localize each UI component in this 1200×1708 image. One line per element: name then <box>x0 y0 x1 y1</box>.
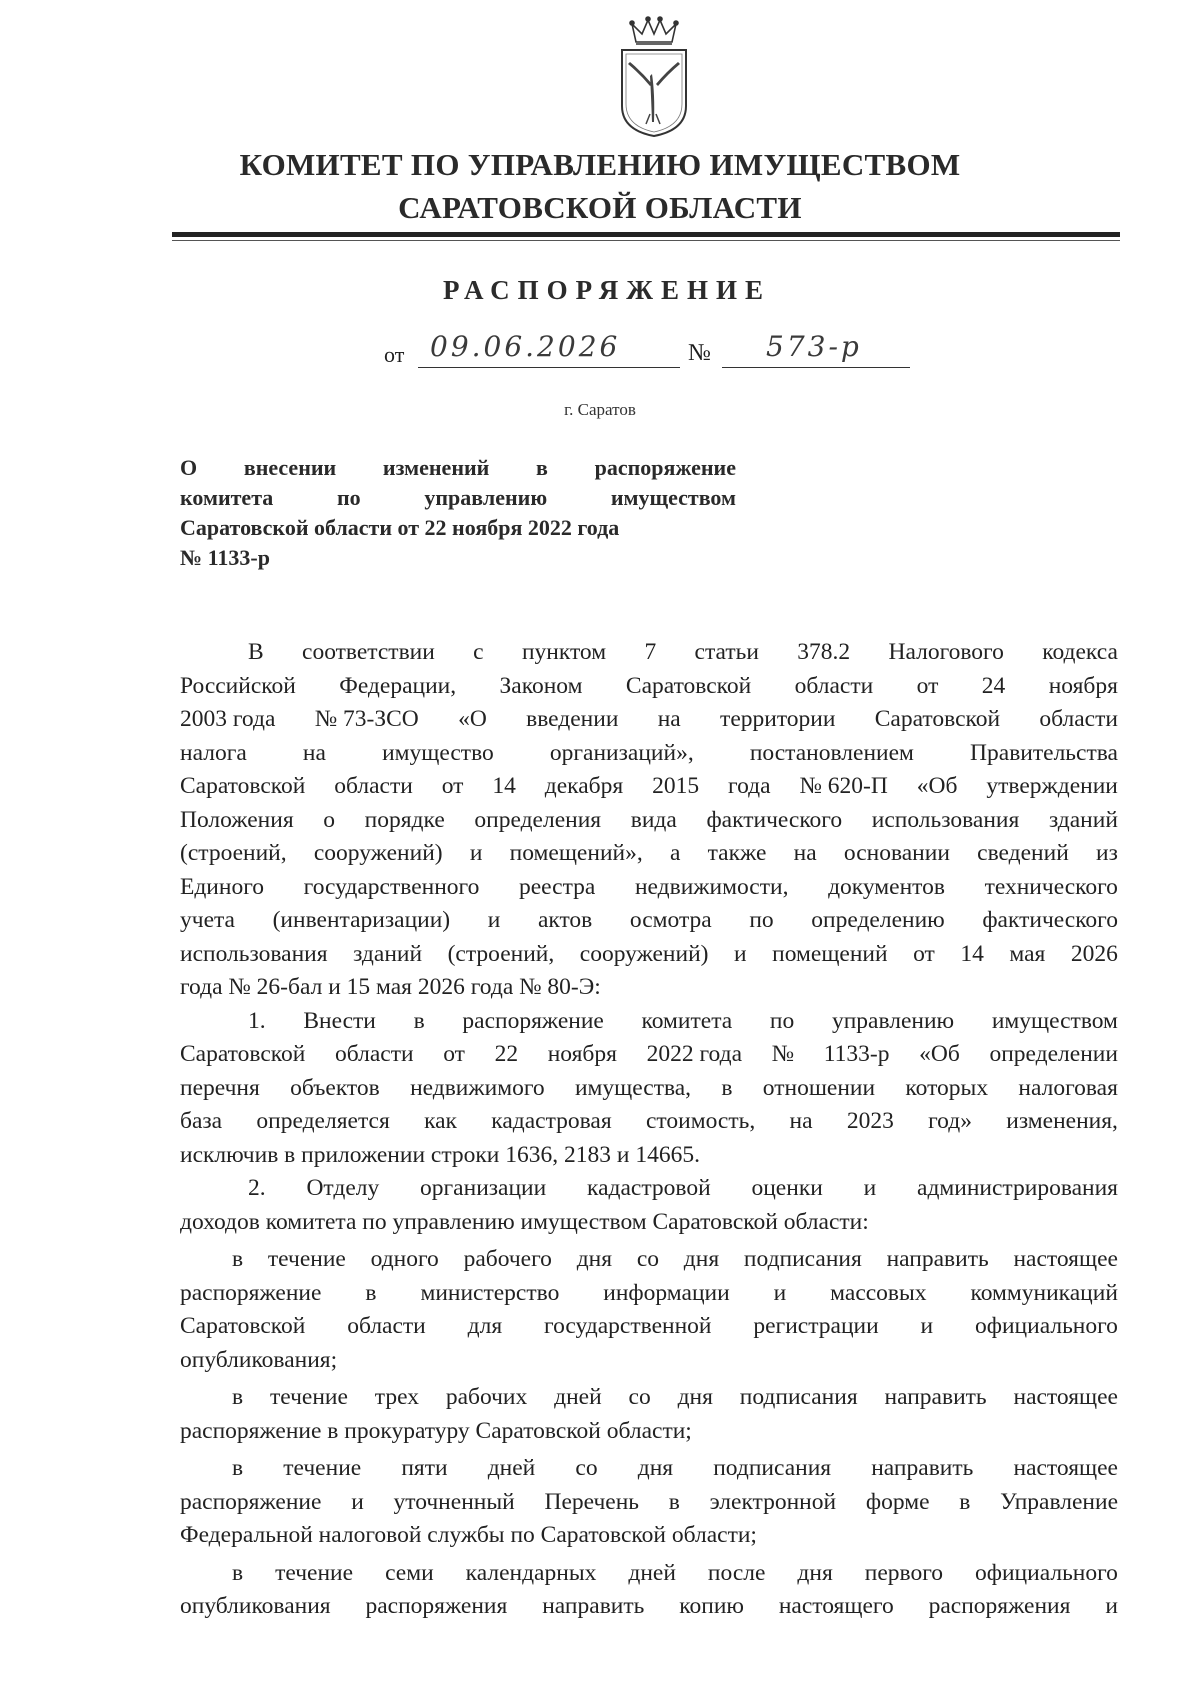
body-word: и <box>487 907 501 933</box>
body-line <box>180 1243 1118 1277</box>
body-word: со <box>575 1455 598 1481</box>
body-word: фактического <box>706 806 843 833</box>
body-word: дней <box>487 1455 536 1481</box>
body-word: в <box>721 1074 733 1101</box>
body-word: официального <box>975 1559 1118 1586</box>
body-word: осмотра <box>629 907 712 933</box>
body-word: сооружений) <box>579 940 709 967</box>
body-word: дня <box>576 1246 613 1272</box>
body-line <box>180 1486 1118 1520</box>
body-word: течение <box>275 1559 354 1586</box>
body-line <box>180 1344 1118 1378</box>
body-word: и <box>469 840 483 866</box>
body-word: № 73-ЗСО <box>314 706 419 732</box>
body-word: 7 <box>644 639 657 665</box>
body-word: 2026 <box>1070 940 1118 967</box>
body-word: определяется <box>256 1108 390 1134</box>
body-word: по <box>769 1007 795 1034</box>
body-word: распоряжение <box>180 1488 322 1515</box>
number-prefix-label: № <box>688 340 711 366</box>
body-word: распоряжения <box>928 1593 1071 1619</box>
body-word: использования <box>871 806 1020 833</box>
body-word: ноября <box>1048 672 1118 699</box>
body-word: 1133-р <box>823 1041 890 1067</box>
body-line <box>180 1557 1118 1591</box>
body-word: по <box>749 907 774 933</box>
date-number-line <box>0 330 1200 380</box>
body-word: использования <box>180 940 328 967</box>
body-word: со <box>636 1246 660 1272</box>
body-word: стоимость, <box>645 1108 756 1134</box>
body-word: дня <box>677 1384 713 1410</box>
body-line <box>180 938 1118 972</box>
body-word: рабочего <box>463 1246 552 1272</box>
body-word: в <box>959 1488 971 1515</box>
body-word: фактического <box>982 907 1118 933</box>
subject-word: по <box>336 485 361 510</box>
subject-line <box>180 513 736 543</box>
body-word: дня <box>637 1455 674 1481</box>
body-word: распоряжения <box>365 1593 508 1619</box>
body-word: уточненный <box>393 1488 515 1515</box>
body-word: «Об <box>916 773 958 799</box>
body-word: направить <box>871 1455 974 1481</box>
body-word: (строений, <box>447 940 555 967</box>
body-word: Отделу <box>306 1175 380 1201</box>
body-word: на <box>793 840 817 866</box>
subject-word: имуществом <box>610 485 736 510</box>
body-word: Правительства <box>970 739 1118 766</box>
body-line <box>180 1005 1118 1039</box>
body-word: области <box>1039 706 1118 732</box>
organization-name-line2: САРАТОВСКОЙ ОБЛАСТИ <box>398 190 802 225</box>
body-line <box>180 770 1118 804</box>
body-word: зданий <box>353 940 423 967</box>
body-word: статьи <box>694 639 759 665</box>
body-word: 1. <box>248 1007 266 1034</box>
body-word: зданий <box>1048 806 1118 833</box>
body-word: коммуникаций <box>970 1279 1118 1306</box>
document-body <box>180 636 1118 1624</box>
body-word: кадастровая <box>491 1108 612 1134</box>
subject-word: комитета <box>180 485 274 510</box>
body-word: имуществом <box>991 1007 1118 1034</box>
body-word: кодекса <box>1042 639 1118 665</box>
body-word: и <box>734 940 747 967</box>
body-word: год» <box>928 1108 972 1134</box>
body-word: реестра <box>518 873 596 900</box>
body-word: Управление <box>1000 1488 1118 1515</box>
body-word: сведений <box>977 840 1069 866</box>
city-label: г. Саратов <box>564 400 636 419</box>
body-word: одного <box>370 1246 439 1272</box>
body-word: 14 <box>492 773 516 799</box>
body-word: в <box>413 1007 425 1034</box>
body-word: постановлением <box>749 739 914 766</box>
body-word: 2022 года <box>646 1041 742 1067</box>
body-word: о <box>323 806 336 833</box>
body-word: ноября <box>547 1041 617 1067</box>
body-word: перечня <box>180 1074 260 1101</box>
body-word: Законом <box>499 672 583 699</box>
body-word: области <box>334 773 413 799</box>
body-word: Внести <box>303 1007 376 1034</box>
body-word: регистрации <box>753 1313 879 1339</box>
body-line <box>180 1415 1118 1449</box>
body-word: от <box>913 940 935 967</box>
body-word: порядке <box>364 806 445 833</box>
body-word: администрирования <box>917 1175 1118 1201</box>
body-word: в <box>365 1279 377 1306</box>
body-word: комитета <box>641 1007 733 1034</box>
body-word: 378.2 <box>797 639 851 665</box>
body-word: в <box>668 1488 680 1515</box>
body-line <box>180 1452 1118 1486</box>
body-word: и <box>920 1313 934 1339</box>
body-word: Федерации, <box>339 672 457 699</box>
body-word: соответствии <box>302 639 435 665</box>
body-word: исключив в приложении строки 1636, 2183 и 14665. <box>180 1141 700 1168</box>
body-word: «О <box>458 706 487 732</box>
body-word: помещений», <box>509 840 643 866</box>
body-line <box>180 636 1118 670</box>
body-word: Саратовской <box>874 706 1001 732</box>
body-word: на <box>789 1108 813 1134</box>
body-word: 22 <box>494 1041 519 1067</box>
body-word: как <box>424 1108 457 1134</box>
body-word: государственной <box>544 1313 712 1339</box>
document-subject <box>180 453 736 573</box>
subject-word: изменений <box>382 455 490 480</box>
body-word: массовых <box>830 1279 927 1306</box>
header-divider-thick <box>172 232 1120 237</box>
body-word: распоряжение в прокуратуру Саратовской области; <box>180 1417 692 1444</box>
body-word: направить <box>884 1384 987 1410</box>
body-word: вида <box>630 806 677 833</box>
subject-line <box>180 543 736 573</box>
body-word: подписания <box>739 1384 858 1410</box>
body-word: оценки <box>751 1175 823 1201</box>
body-word: опубликования; <box>180 1346 338 1373</box>
body-word: определения <box>474 806 602 833</box>
body-word: Саратовской <box>180 1041 306 1067</box>
body-word: от <box>916 672 939 699</box>
body-word: Саратовской <box>180 1313 306 1339</box>
body-word: трех <box>374 1384 419 1410</box>
body-word: со <box>628 1384 651 1410</box>
body-word: дней <box>628 1559 676 1586</box>
body-word: распоряжение <box>462 1007 604 1034</box>
body-word: рабочих <box>445 1384 528 1410</box>
body-word: В <box>248 639 264 665</box>
body-word: основании <box>843 840 950 866</box>
body-word: распоряжение <box>180 1279 322 1306</box>
body-word: настоящее <box>1013 1246 1118 1272</box>
body-word: изменения, <box>1006 1108 1118 1134</box>
body-word: копию <box>679 1593 744 1619</box>
body-word: с <box>473 639 484 665</box>
body-word: налога <box>180 739 247 766</box>
body-word: помещений <box>772 940 888 967</box>
body-word: управлению <box>831 1007 955 1034</box>
body-word: направить <box>886 1246 989 1272</box>
body-word: организации <box>420 1175 547 1201</box>
coat-of-arms-emblem <box>614 14 694 138</box>
body-word: на <box>657 706 681 732</box>
body-word: после <box>707 1559 766 1586</box>
subject-line <box>180 453 736 483</box>
body-word: 24 <box>981 672 1006 699</box>
body-word: и <box>351 1488 364 1515</box>
date-prefix-label: от <box>384 342 405 367</box>
body-word: определении <box>989 1041 1118 1067</box>
body-line <box>180 1172 1118 1206</box>
body-word: определению <box>811 907 945 933</box>
body-word: Налогового <box>888 639 1004 665</box>
body-word: Федеральной налоговой службы по Саратовской области; <box>180 1522 757 1548</box>
body-line <box>180 804 1118 838</box>
body-word: на <box>302 739 326 766</box>
body-word: министерство <box>420 1279 560 1306</box>
body-word: области <box>334 1041 414 1067</box>
body-word: отношении <box>762 1074 876 1101</box>
body-word: (строений, <box>180 840 287 866</box>
body-word: семи <box>385 1559 434 1586</box>
body-line <box>180 1310 1118 1344</box>
body-word: в <box>232 1559 244 1586</box>
body-word: также <box>707 840 767 866</box>
body-word: настоящее <box>1013 1455 1118 1481</box>
body-word: области <box>347 1313 426 1339</box>
body-word: области <box>794 672 874 699</box>
body-word: информации <box>603 1279 730 1306</box>
body-word: которых <box>905 1074 989 1101</box>
body-word: документов <box>828 873 945 900</box>
body-word: в <box>232 1455 244 1481</box>
body-word: мая <box>1009 940 1046 967</box>
body-word: опубликования <box>180 1593 331 1619</box>
body-word: (инвентаризации) <box>272 907 451 933</box>
body-word: имущество <box>382 739 494 766</box>
body-line <box>180 737 1118 771</box>
body-word: Российской <box>180 672 296 699</box>
body-word: доходов комитета по управлению имуществом Саратовской области: <box>180 1208 869 1235</box>
body-word: подписания <box>713 1455 832 1481</box>
body-word: течение <box>283 1455 362 1481</box>
body-word: база <box>180 1108 223 1134</box>
body-word: официального <box>975 1313 1118 1339</box>
subject-line <box>180 483 736 513</box>
body-word: Перечень <box>544 1488 640 1515</box>
body-word: недвижимости, <box>634 873 789 900</box>
body-word: из <box>1096 840 1118 866</box>
subject-word: распоряжение <box>594 455 736 480</box>
body-word: имущества, <box>574 1074 692 1101</box>
body-line <box>180 1381 1118 1415</box>
body-word: «Об <box>919 1041 960 1067</box>
organization-name-line1: КОМИТЕТ ПО УПРАВЛЕНИЮ ИМУЩЕСТВОМ <box>239 147 961 182</box>
body-line <box>180 1139 1118 1173</box>
body-word: течение <box>269 1384 348 1410</box>
body-line <box>180 971 1118 1005</box>
header-divider-thin <box>172 240 1120 241</box>
body-line <box>180 1206 1118 1240</box>
body-line <box>180 1105 1118 1139</box>
body-word: государственного <box>303 873 480 900</box>
body-word: № <box>771 1041 795 1067</box>
body-word: дня <box>797 1559 833 1586</box>
body-word: объектов <box>290 1074 380 1101</box>
body-line <box>180 703 1118 737</box>
subject-word: О <box>180 455 198 480</box>
handwritten-date: 09.06.2026 <box>418 330 680 368</box>
body-line <box>180 1277 1118 1311</box>
body-word: в <box>232 1246 244 1272</box>
body-word: форме <box>865 1488 930 1515</box>
body-word: технического <box>984 873 1118 900</box>
body-word: первого <box>864 1559 943 1586</box>
body-word: 14 <box>960 940 984 967</box>
subject-word: Саратовской области от 22 ноября 2022 года <box>180 515 620 540</box>
body-line <box>180 904 1118 938</box>
body-word: Саратовской <box>625 672 752 699</box>
body-line <box>180 871 1118 905</box>
body-word: настоящего <box>778 1593 894 1619</box>
body-word: 2. <box>248 1175 266 1201</box>
body-word: подписания <box>743 1246 862 1272</box>
subject-word: № 1133-р <box>180 545 270 570</box>
body-word: пяти <box>401 1455 448 1481</box>
body-word: актов <box>537 907 593 933</box>
body-word: от <box>441 773 464 799</box>
body-word: учета <box>180 907 235 933</box>
body-word: 2015 <box>652 773 700 799</box>
body-word: и <box>773 1279 787 1306</box>
body-word: утверждении <box>986 773 1118 799</box>
body-word: введении <box>526 706 619 732</box>
body-word: а <box>669 840 681 866</box>
body-line <box>180 1519 1118 1553</box>
body-line <box>180 1590 1118 1624</box>
body-word: направить <box>542 1593 645 1619</box>
body-word: кадастровой <box>587 1175 711 1201</box>
handwritten-number: 573-р <box>722 330 910 368</box>
document-type-title: РАСПОРЯЖЕНИЕ <box>442 275 772 305</box>
subject-word: в <box>536 455 548 480</box>
body-word: и <box>863 1175 877 1201</box>
body-word: для <box>467 1313 503 1339</box>
body-word: организаций», <box>549 739 694 766</box>
body-line <box>180 1038 1118 1072</box>
body-word: года № 26-бал и 15 мая 2026 года № 80-Э: <box>180 974 601 1000</box>
subject-word: внесении <box>243 455 337 480</box>
body-word: от <box>443 1041 465 1067</box>
body-word: налоговая <box>1018 1074 1118 1101</box>
body-word: пунктом <box>521 639 607 665</box>
body-word: настоящее <box>1013 1384 1118 1410</box>
body-word: № 620-П <box>799 773 888 799</box>
body-word: Саратовской <box>180 773 306 799</box>
body-line <box>180 670 1118 704</box>
body-word: и <box>1105 1593 1118 1619</box>
body-word: года <box>728 773 771 799</box>
body-word: территории <box>720 706 836 732</box>
body-word: недвижимого <box>410 1074 545 1101</box>
body-word: 2023 <box>846 1108 894 1134</box>
body-word: 2003 года <box>180 706 276 732</box>
body-word: электронной <box>709 1488 837 1515</box>
body-word: дня <box>683 1246 720 1272</box>
body-word: Единого <box>180 873 265 900</box>
body-word: Положения <box>180 806 294 833</box>
subject-word: управлению <box>424 485 548 510</box>
body-word: сооружений) <box>313 840 443 866</box>
body-word: дней <box>554 1384 602 1410</box>
body-word: декабря <box>544 773 624 799</box>
body-word: календарных <box>465 1559 597 1586</box>
body-word: течение <box>267 1246 346 1272</box>
body-line <box>180 837 1118 871</box>
body-word: в <box>232 1384 244 1410</box>
body-line <box>180 1072 1118 1106</box>
